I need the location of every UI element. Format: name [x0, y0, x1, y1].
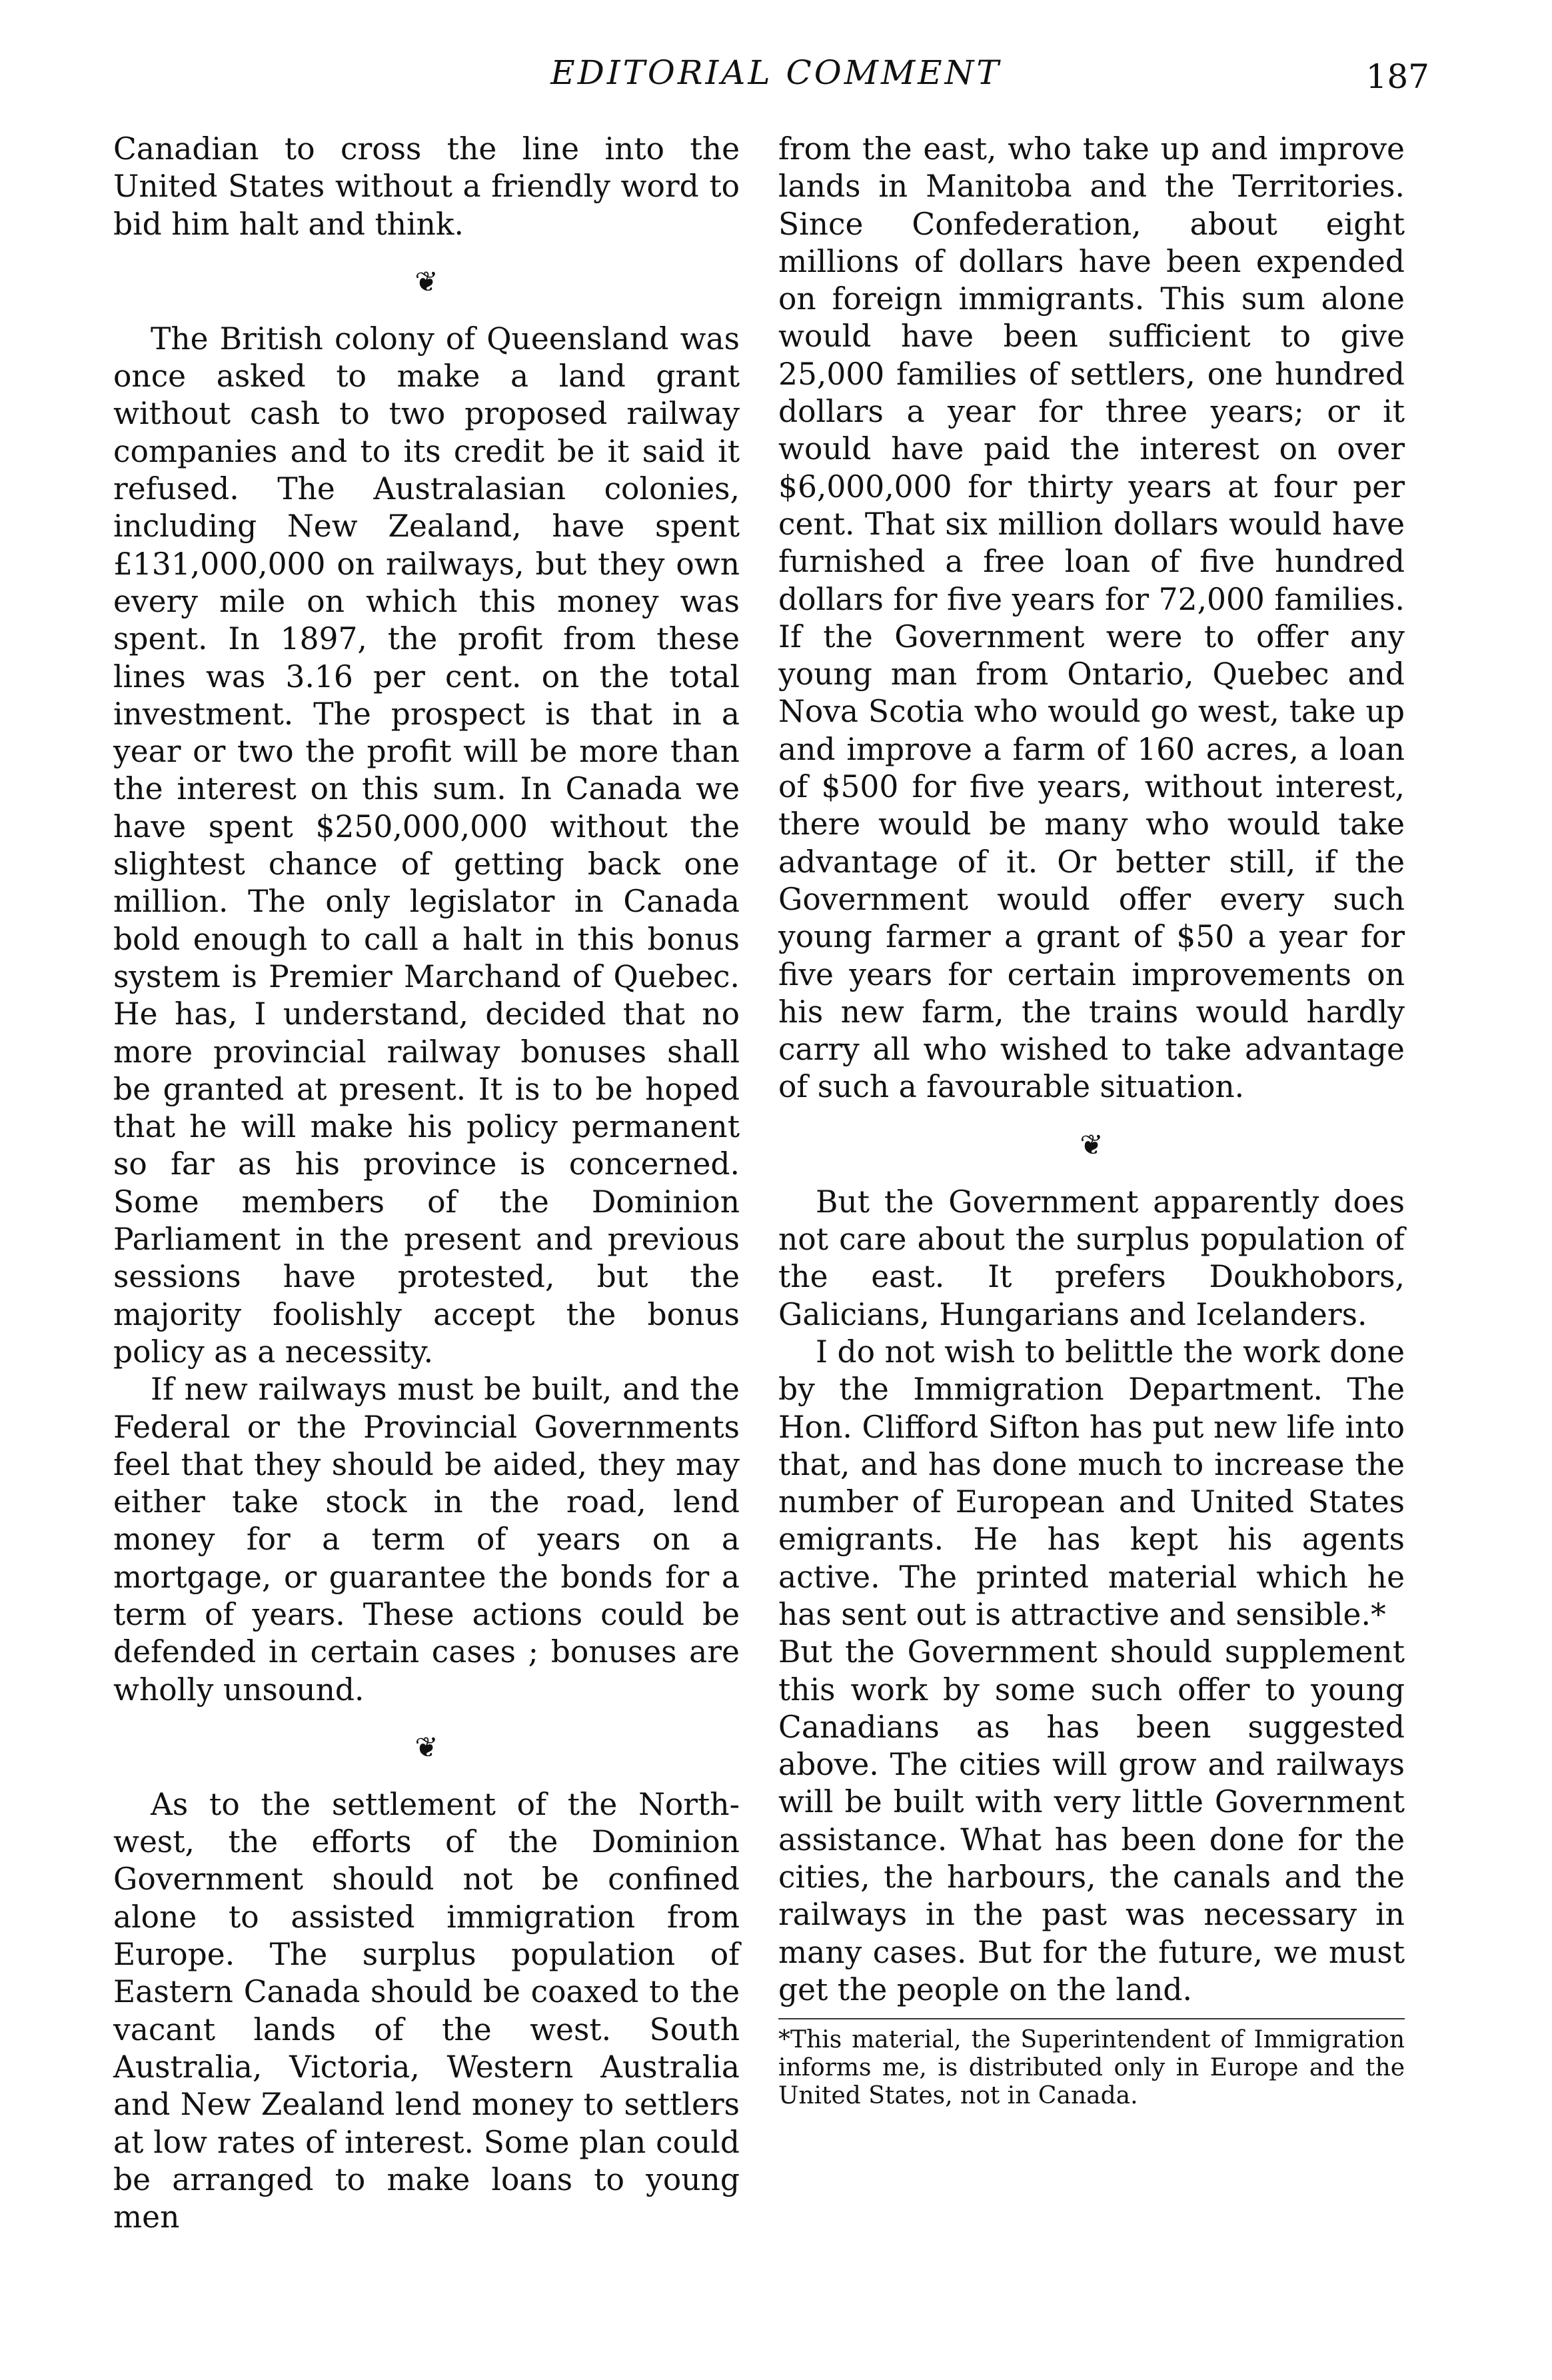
- section-ornament-icon: ❦: [1080, 1128, 1104, 1161]
- left-paragraph-northwest: As to the settlement of the North-west, the efforts of the Dominion Government should not be confined alone to assisted immigration from Europe. The surplus population of Eastern Canada should be coaxed to the vacant lands of the west. South Australia, Victoria, Western Australia and New Zealand lend money to settlers at low rates of interest. Some plan could be arranged to make loans to young men: [113, 1786, 740, 2235]
- right-paragraph-continuation: from the east, who take up and improve lands in Manitoba and the Territories. Since Confederation, about eight millions of dollars have been expended on foreign immigrants. This sum alone would have been sufficient to give 25,000 families of settlers, one hundred dollars a year for three years; or it would have paid the interest on over $6,000,000 for thirty years at four per cent. That six million dollars would have furnished a free loan of five hundred dollars for five years for 72,000 families. If the Government were to offer any young man from Ontario, Quebec and Nova Scotia who would go west, take up and improve a farm of 160 acres, a loan of $500 for five years, without interest, there would be many who would take advantage of it. Or better still, if the Government would offer every such young farmer a grant of $50 a year for five years for certain improvements on his new farm, the trains would hardly carry all who wished to take advantage of such a favourable situation.: [778, 131, 1405, 1105]
- left-paragraph-new-railways: If new railways must be built, and the Federal or the Provincial Governments feel that they should be aided, they may either take stock in the road, lend money for a term of years on a mortgage, or guarantee the bonds for a term of years. These actions could be defended in certain cases ; bonuses are wholly unsound.: [113, 1372, 740, 1708]
- left-paragraph-continuation: Canadian to cross the line into the United States without a friendly word to bid him halt and think.: [113, 131, 740, 242]
- right-column: [778, 131, 1405, 2110]
- footnote: [778, 2018, 1405, 2110]
- footnote-text: *This material, the Superintendent of Immigration informs me, is distributed only in Europe and the United States, not in Canada.: [778, 2026, 1405, 2110]
- left-paragraph-queensland: The British colony of Queensland was once asked to make a land grant without cash to two proposed railway companies and to its credit be it said it refused. The Australasian colonies, including New Zealand, have spent £131,000,000 on railways, but they own every mile on which this money was spent. In 1897, the profit from these lines was 3.16 per cent. on the total investment. The prospect is that in a year or two the profit will be more than the interest on this sum. In Canada we have spent $250,000,000 without the slightest chance of getting back one million. The only legislator in Canada bold enough to call a halt in this bonus system is Premier Marchand of Quebec. He has, I understand, decided that no more provincial railway bonuses shall be granted at present. It is to be hoped that he will make his policy permanent so far as his province is concerned. Some members of the Dominion Parliament in the present and previous sessions have protested, but the majority foolishly accept the bonus policy as a necessity.: [113, 321, 740, 1370]
- left-column: [113, 131, 740, 2236]
- right-paragraph-government: But the Government apparently does not care about the surplus population of the east. It prefers Doukhobors, Galicians, Hungarians and Icelanders.: [778, 1184, 1405, 1332]
- section-ornament-icon: ❦: [414, 1730, 438, 1764]
- running-head-title: EDITORIAL COMMENT: [550, 53, 1002, 92]
- page-number: 187: [1365, 57, 1429, 96]
- right-paragraph-supplement: But the Government should supplement this work by some such offer to young Canadians as has been suggested above. The cities will grow and railways will be built with very little Government assistance. What has been done for the cities, the harbours, the canals and the railways in the past was necessary in many cases. But for the future, we must get the people on the land.: [778, 1634, 1405, 2007]
- right-paragraph-immigration: I do not wish to belittle the work done by the Immigration Department. The Hon. Clifford Sifton has put new life into that, and has done much to increase the number of European and United States emigrants. He has kept his agents active. The printed material which he has sent out is attractive and sensible.*: [778, 1334, 1405, 1632]
- section-ornament-icon: ❦: [414, 265, 438, 298]
